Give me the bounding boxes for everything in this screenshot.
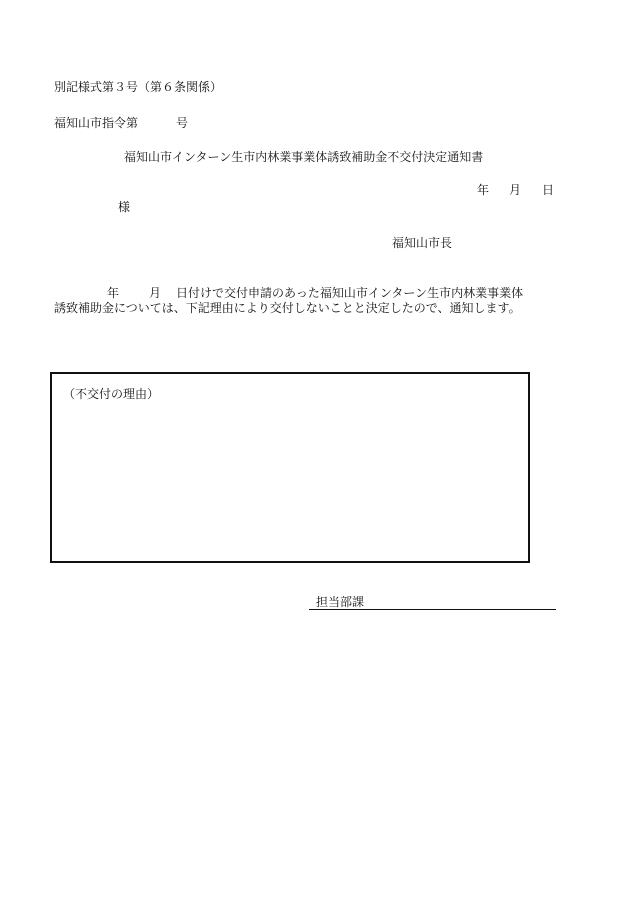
department-underline: [309, 609, 556, 610]
issuer-name: 福知山市長: [392, 236, 453, 250]
document-number-suffix: 号: [176, 116, 189, 130]
date-month-label: 月: [509, 183, 522, 197]
document-title: 福知山市インターン生市内林業事業体誘致補助金不交付決定通知書: [124, 150, 484, 164]
document-number-label: 福知山市指令第: [54, 116, 139, 130]
department-label: 担当部課: [316, 595, 365, 609]
date-day-label: 日: [542, 183, 555, 197]
date-year-label: 年: [477, 183, 490, 197]
body-year-label: 年: [107, 286, 120, 300]
body-text-line-1: 日付けで交付申請のあった福知山市インターン生市内林業事業体: [176, 286, 524, 300]
recipient-honorific: 様: [118, 200, 131, 214]
body-month-label: 月: [149, 286, 162, 300]
non-grant-reason-label: （不交付の理由）: [63, 387, 160, 401]
body-text-line-2: 誘致補助金については、下記理由により交付しないことと決定したので、通知します。: [54, 301, 521, 315]
non-grant-reason-box: [50, 372, 530, 563]
form-number-label: 別記様式第３号（第６条関係）: [54, 80, 223, 94]
